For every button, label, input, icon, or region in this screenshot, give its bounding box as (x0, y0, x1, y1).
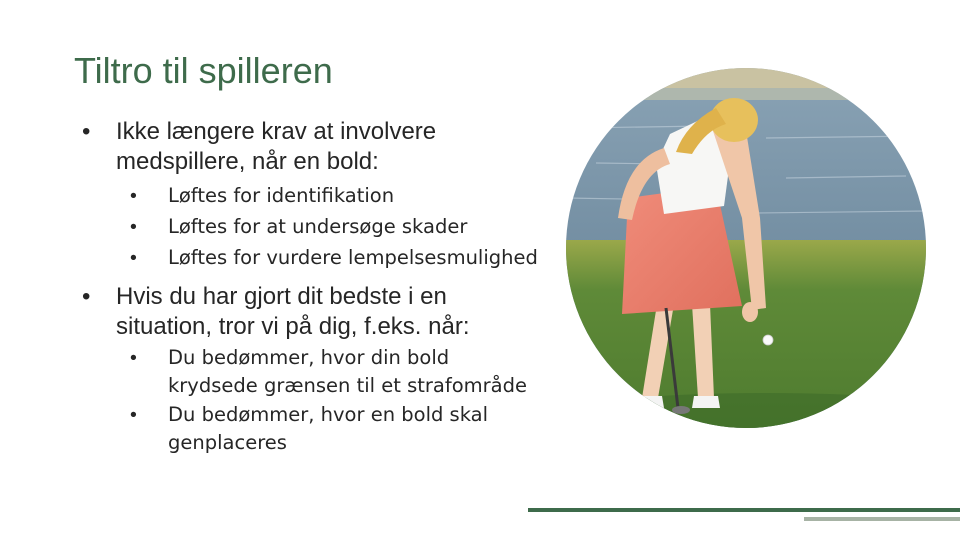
bullet-dot: • (130, 216, 137, 238)
bullet-2-text: Hvis du har gjort dit bedste i en situation, tror vi på dig, f.eks. når: (116, 283, 470, 340)
bullet-1 (82, 117, 536, 177)
golfer-photo (566, 68, 926, 428)
sub-bullet-1-3 (130, 244, 548, 272)
bullet-dot: • (130, 185, 137, 207)
bullet-dot: • (130, 247, 137, 269)
bullet-dot: • (82, 118, 91, 145)
sub-bullet-1-1 (130, 182, 548, 210)
footer-rule-light (804, 517, 960, 521)
sub-bullet-1-1-text: Løftes for identifikation (168, 184, 395, 207)
bullet-1-text: Ikke længere krav at involvere medspillere, når en bold: (116, 118, 437, 175)
sub-bullet-1-3-text: Løftes for vurdere lempelsesmulighed (168, 246, 538, 269)
footer-rule-dark (528, 508, 960, 512)
bullet-2 (82, 282, 516, 342)
sub-bullet-2-1-text: Du bedømmer, hvor din bold krydsede grænsen til et strafområde (168, 346, 527, 397)
bullet-dot: • (130, 404, 137, 426)
bullet-dot: • (130, 347, 137, 369)
sub-bullet-2-1 (130, 344, 538, 400)
bullet-dot: • (82, 283, 91, 310)
slide-title: Tiltro til spilleren (74, 50, 333, 91)
sub-bullet-1-2-text: Løftes for at undersøge skader (168, 215, 468, 238)
sub-bullet-1-2 (130, 213, 548, 241)
sub-bullet-2-2 (130, 401, 508, 457)
sub-bullet-2-2-text: Du bedømmer, hvor en bold skal genplaceres (168, 403, 489, 454)
